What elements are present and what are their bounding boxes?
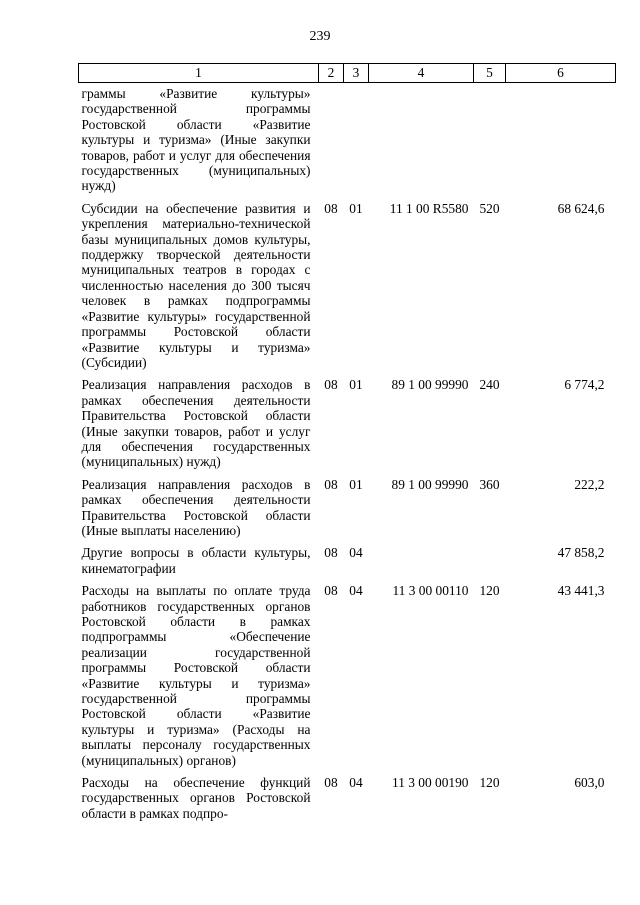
row-target-code: 89 1 00 99990	[391, 476, 469, 492]
row-subsection: 04	[349, 583, 363, 599]
row-subsection: 01	[349, 476, 363, 492]
row-amount: 43 441,3	[557, 583, 605, 599]
table-row	[79, 538, 616, 576]
row-expense-type: 520	[479, 200, 500, 216]
header-row	[79, 64, 616, 83]
row-amount: 6 774,2	[564, 377, 605, 393]
row-section: 08	[324, 200, 338, 216]
column-header-5: 5	[474, 64, 506, 83]
row-amount: 47 858,2	[557, 545, 605, 561]
row-target-code: 11 1 00 R5580	[389, 200, 469, 216]
row-section: 08	[324, 377, 338, 393]
row-target-code	[369, 83, 474, 194]
row-name: Реализация направления расходов в рамках обеспечения деятельности Правительства Ростовской области (Иные закупки товаров, работ и услуг для обеспечения государственных (муниципальных) нужд)	[81, 377, 311, 470]
row-subsection	[344, 83, 369, 194]
column-header-6: 6	[506, 64, 616, 83]
column-header-1: 1	[79, 64, 319, 83]
row-target-code: 89 1 00 99990	[391, 377, 469, 393]
row-amount: 68 624,6	[557, 200, 605, 216]
row-name: Расходы на обеспечение функций государственных органов Ростовской области в рамках подпро-	[81, 775, 311, 821]
row-expense-type: 360	[479, 476, 500, 492]
table-row	[79, 576, 616, 768]
row-subsection: 04	[349, 775, 363, 791]
table-row	[79, 194, 616, 370]
column-header-2: 2	[319, 64, 344, 83]
row-section	[319, 83, 344, 194]
row-name: Другие вопросы в области культуры, кинематографии	[81, 545, 311, 576]
row-name: Субсидии на обеспечение развития и укрепления материально-технической базы муниципальных домов культуры, поддержку творческой деятельности муниципальных театров в городах с численностью населения до 300 тысяч человек в рамках подпрограммы «Развитие культуры» государственной программы Ростовской области «Развитие культуры и туризма» (Субсидии)	[81, 200, 311, 370]
row-amount	[506, 83, 616, 194]
table-row	[79, 370, 616, 469]
row-section: 08	[324, 545, 338, 561]
row-subsection: 04	[349, 545, 363, 561]
table-row	[79, 768, 616, 821]
table-row	[79, 83, 616, 194]
row-target-code	[369, 538, 474, 576]
row-expense-type: 240	[479, 377, 500, 393]
row-expense-type: 120	[479, 775, 500, 791]
row-section: 08	[324, 476, 338, 492]
row-section: 08	[324, 775, 338, 791]
row-amount: 222,2	[574, 476, 605, 492]
row-subsection: 01	[349, 200, 363, 216]
row-name: граммы «Развитие культуры» государственной программы Ростовской области «Развитие культуры и туризма» (Иные закупки товаров, работ и услуг для обеспечения государственных (муниципальных) нужд)	[81, 86, 311, 194]
row-expense-type: 120	[479, 583, 500, 599]
row-target-code: 11 3 00 00110	[392, 583, 469, 599]
row-section: 08	[324, 583, 338, 599]
row-expense-type	[474, 538, 506, 576]
row-subsection: 01	[349, 377, 363, 393]
row-name: Реализация направления расходов в рамках обеспечения деятельности Правительства Ростовской области (Иные выплаты населению)	[81, 476, 311, 538]
budget-table	[78, 63, 616, 821]
row-amount: 603,0	[574, 775, 605, 791]
row-expense-type	[474, 83, 506, 194]
table-row	[79, 470, 616, 539]
column-header-3: 3	[344, 64, 369, 83]
row-target-code: 11 3 00 00190	[392, 775, 469, 791]
row-name: Расходы на выплаты по оплате труда работников государственных органов Ростовской области в рамках подпрограммы «Обеспечение реализации государственной программы Ростовской области «Развитие культуры и туризма» государственной программы Ростовской области «Развитие культуры и туризма» (Расходы на выплаты персоналу государственных (муниципальных) органов)	[81, 583, 311, 768]
column-header-4: 4	[369, 64, 474, 83]
page-number: 239	[309, 29, 331, 44]
